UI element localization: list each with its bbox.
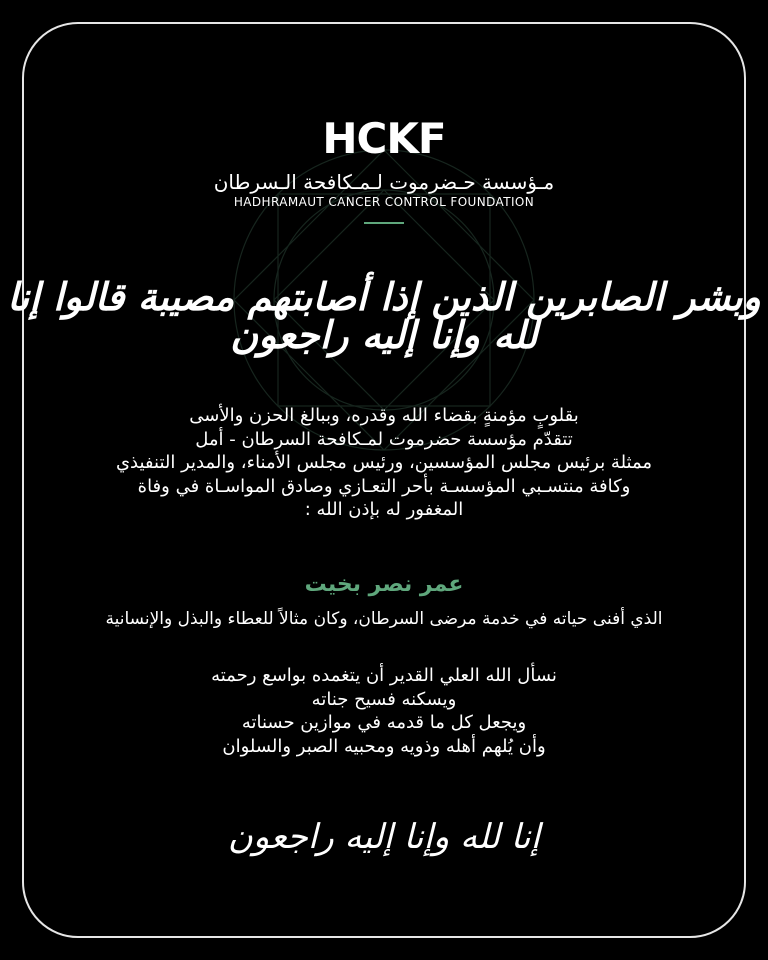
prayer-line: ويسكنه فسيح جناته <box>311 688 457 710</box>
logo-letters-end: F <box>417 114 446 163</box>
prayer-line: نسأل الله العلي القدير أن يتغمده بواسع رحمته <box>211 665 557 686</box>
deceased-name: عمر نصر بخيت <box>304 572 464 597</box>
prayer-line: ويجعل كل ما قدمه في موازين حسناته <box>241 712 527 733</box>
prayer-line: وأن يُلهم أهله وذويه ومحبيه الصبر والسلوان <box>222 735 546 757</box>
tribute-text: الذي أفنى حياته في خدمة مرضى السرطان، وكان مثالاً للعطاء والبذل والإنسانية <box>105 609 663 629</box>
intro-line: تتقدّم مؤسسة حضرموت لمـكافحة السرطان - أمل <box>195 428 573 450</box>
intro-line: المغفور له بإذن الله : <box>304 499 464 520</box>
condolence-intro <box>40 404 728 522</box>
intro-line: وكافة منتسـبي المؤسسـة بأحر التعـازي وصادق المواسـاة في وفاة <box>137 475 631 497</box>
intro-line: ممثلة برئيس مجلس المؤسسين، ورئيس مجلس الأمناء، والمدير التنفيذي <box>115 452 653 473</box>
prayer-block <box>40 664 728 758</box>
closing-calligraphy: إنا لله وإنا إليه راجعون <box>227 817 541 857</box>
foundation-logo <box>0 114 768 163</box>
logo-divider <box>364 222 404 224</box>
logo-letters: HC <box>322 114 387 163</box>
logo-accent-letter: K <box>386 114 418 163</box>
logo-english-name: HADHRAMAUT CANCER CONTROL FOUNDATION <box>233 195 535 209</box>
intro-line: بقلوبٍ مؤمنةٍ بقضاء الله وقدره، وببالغ الحزن والأسى <box>189 405 579 426</box>
quran-verse-calligraphy: وبشر الصابرين الذين إذا أصابتهم مصيبة قالوا إنا لله وإنا إليه راجعون <box>7 274 761 357</box>
logo-arabic-name: مـؤسسة حـضرموت لـمـكافحة الـسرطان <box>213 170 555 194</box>
